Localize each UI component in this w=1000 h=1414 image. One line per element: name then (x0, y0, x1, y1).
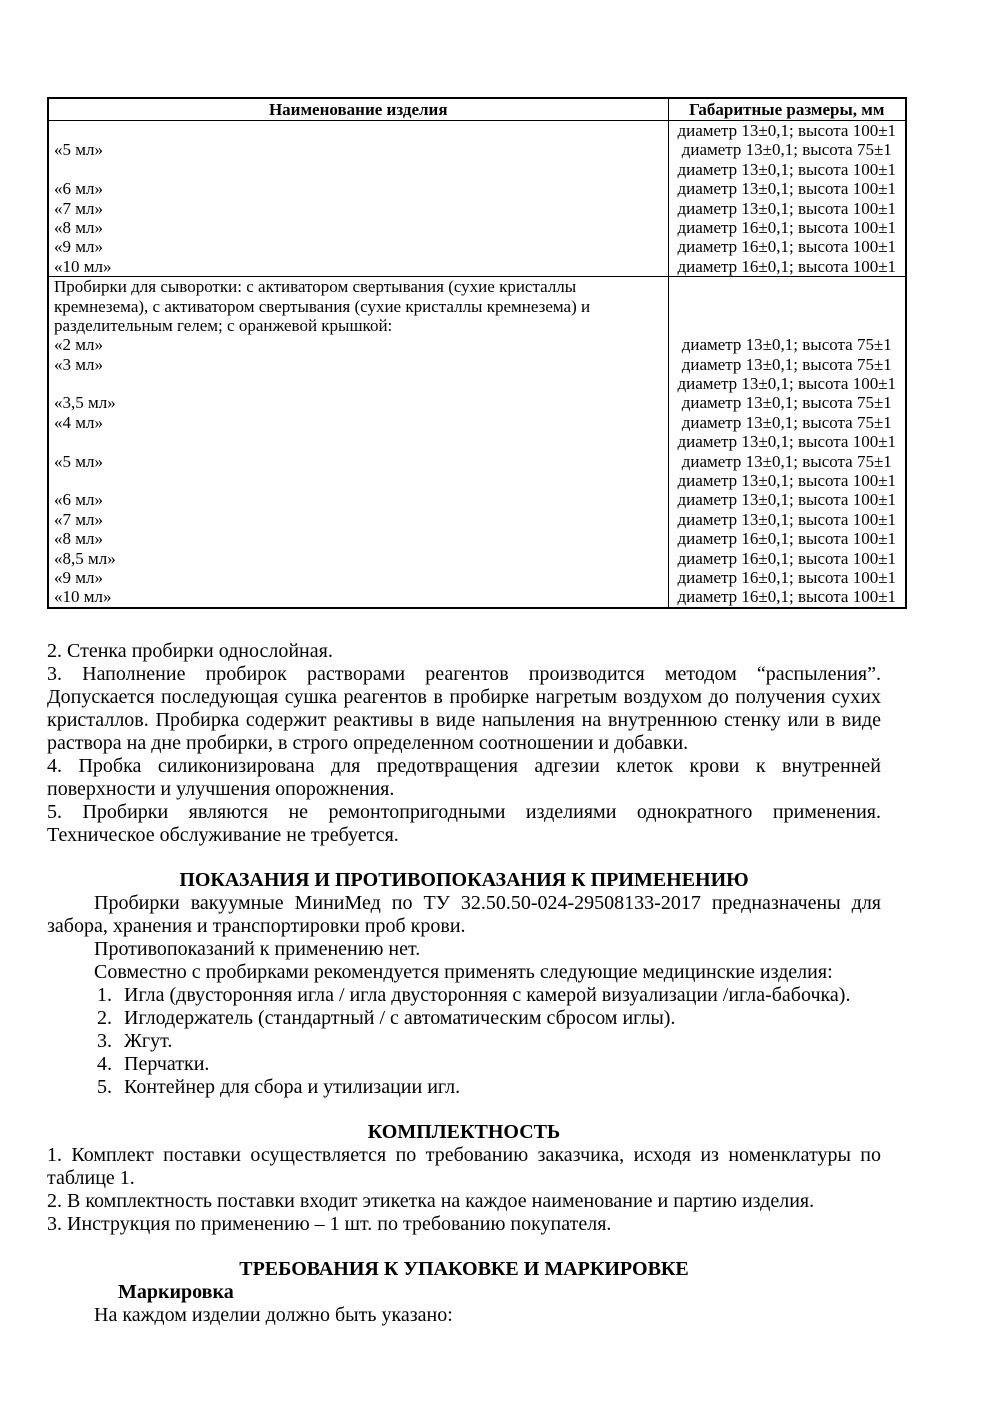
product-name-cell (48, 277, 668, 608)
dimension-line: диаметр 13±0,1; высота 75±1 (681, 412, 892, 432)
column-header-dimensions: Габаритные размеры, мм (668, 98, 906, 121)
product-table (47, 97, 907, 609)
completeness-item: 1. Комплект поставки осуществляется по требованию заказчика, исходя из номенклатуры по таблице 1. (47, 1143, 881, 1189)
list-item-text: Перчатки. (124, 1052, 210, 1075)
completeness-item: 2. В комплектность поставки входит этикетка на каждое наименование и партию изделия. (47, 1189, 815, 1212)
product-table-body (48, 121, 906, 608)
dimension-line: диаметр 13±0,1; высота 100±1 (677, 159, 897, 179)
dimension-line: диаметр 13±0,1; высота 100±1 (677, 432, 897, 452)
list-item-number: 3. (97, 1029, 112, 1052)
product-name-line: «10 мл» (54, 587, 112, 607)
completeness-item: 3. Инструкция по применению – 1 шт. по требованию покупателя. (47, 1212, 612, 1235)
dimension-line: диаметр 13±0,1; высота 100±1 (677, 374, 897, 394)
dimension-line: диаметр 13±0,1; высота 75±1 (681, 354, 892, 374)
dimension-line: диаметр 13±0,1; высота 75±1 (681, 451, 892, 471)
table-section-row (48, 277, 906, 608)
dimension-line: диаметр 16±0,1; высота 100±1 (677, 587, 897, 607)
product-name-line: «6 мл» (54, 490, 103, 510)
column-header-product-name: Наименование изделия (48, 98, 668, 121)
product-name-line (54, 374, 664, 393)
property-paragraph: 4. Пробка силиконизирована для предотвращения адгезии клеток крови к внутренней поверхности и улучшения опорожнения. (47, 754, 881, 800)
indications-paragraph: Совместно с пробирками рекомендуется применять следующие медицинские изделия: (94, 960, 833, 983)
dimension-line: диаметр 13±0,1; высота 75±1 (681, 140, 892, 160)
properties-section (47, 640, 953, 847)
product-group-description: Пробирки для сыворотки: с активатором свертывания (сухие кристаллы кремнезема), с активатором свертывания (сухие кристаллы кремнезема) и разделительным гелем; с оранжевой крышкой: (54, 277, 591, 335)
product-name-line: «2 мл» (54, 335, 103, 355)
list-item (47, 1007, 881, 1030)
list-item (47, 1030, 881, 1053)
packaging-subtitle: Маркировка (118, 1280, 234, 1303)
list-item-number: 2. (97, 1006, 112, 1029)
dimension-line: диаметр 16±0,1; высота 100±1 (677, 217, 897, 237)
property-paragraph: 2. Стенка пробирки однослойная. (47, 639, 333, 662)
dimension-line: диаметр 13±0,1; высота 100±1 (677, 198, 897, 218)
dimension-line: диаметр 16±0,1; высота 100±1 (677, 529, 897, 549)
list-item-number: 4. (97, 1052, 112, 1075)
product-name-line: «8,5 мл» (54, 548, 116, 568)
product-name-line (54, 160, 664, 179)
product-name-line: «8 мл» (54, 529, 103, 549)
dimension-line: диаметр 16±0,1; высота 100±1 (677, 237, 897, 257)
product-name-line: «3,5 мл» (54, 393, 116, 413)
dimension-line: диаметр 16±0,1; высота 100±1 (677, 568, 897, 587)
dimension-line: диаметр 13±0,1; высота 100±1 (677, 509, 897, 529)
section-title-completeness: КОМПЛЕКТНОСТЬ (367, 1120, 561, 1143)
product-name-line (54, 121, 664, 140)
dimensions-cell (668, 121, 906, 277)
product-name-line: «5 мл» (54, 140, 103, 160)
product-name-line: «9 мл» (54, 568, 103, 587)
list-item-text: Игла (двусторонняя игла / игла двусторонняя с камерой визуализации /игла-бабочка). (124, 983, 851, 1006)
dimension-line: диаметр 13±0,1; высота 100±1 (677, 179, 897, 199)
list-item-text: Контейнер для сбора и утилизации игл. (124, 1075, 461, 1098)
dimension-line: диаметр 13±0,1; высота 75±1 (681, 335, 892, 355)
dimension-line: диаметр 16±0,1; высота 100±1 (677, 256, 897, 276)
product-name-line: «8 мл» (54, 217, 103, 237)
product-name-line (54, 432, 664, 451)
dimension-line: диаметр 13±0,1; высота 100±1 (677, 471, 897, 491)
product-name-line: «5 мл» (54, 451, 103, 471)
property-paragraph: 3. Наполнение пробирок растворами реагентов производится методом “распыления”. Допускается последующая сушка реагентов в пробирке нагретым воздухом до получения сухих кристаллов. Пробирка содержит реактивы в виде напыления на внутреннюю стенку или в виде раствора на дне пробирки, в строго определенном соотношении и добавки. (47, 662, 881, 754)
product-name-line: «7 мл» (54, 509, 103, 529)
list-item-text: Иглодержатель (стандартный / с автоматическим сбросом иглы). (124, 1006, 676, 1029)
product-name-line (54, 471, 664, 490)
section-title-packaging: ТРЕБОВАНИЯ К УПАКОВКЕ И МАРКИРОВКЕ (239, 1257, 689, 1280)
dimension-spacer (671, 277, 904, 335)
dimension-line: диаметр 13±0,1; высота 75±1 (681, 393, 892, 413)
product-name-cell (48, 121, 668, 277)
list-item (47, 1053, 881, 1076)
section-title-indications: ПОКАЗАНИЯ И ПРОТИВОПОКАЗАНИЯ К ПРИМЕНЕНИЮ (179, 868, 749, 891)
list-item (47, 984, 881, 1007)
product-name-line: «10 мл» (54, 256, 112, 276)
packaging-intro: На каждом изделии должно быть указано: (94, 1303, 453, 1326)
table-section-row (48, 121, 906, 277)
list-item-number: 1. (97, 983, 112, 1006)
indications-paragraph: Пробирки вакуумные МиниМед по ТУ 32.50.50-024-29508133-2017 предназначены для забора, хранения и транспортировки проб крови. (47, 891, 881, 937)
table-header-row (48, 98, 906, 121)
product-name-line: «7 мл» (54, 198, 103, 218)
dimension-line: диаметр 13±0,1; высота 100±1 (677, 121, 897, 140)
list-item (47, 1076, 881, 1099)
indications-paragraph: Противопоказаний к применению нет. (94, 937, 421, 960)
product-name-line: «6 мл» (54, 179, 103, 199)
list-item-text: Жгут. (124, 1029, 173, 1052)
product-name-line: «3 мл» (54, 354, 103, 374)
product-name-line: «9 мл» (54, 237, 103, 257)
dimension-line: диаметр 16±0,1; высота 100±1 (677, 548, 897, 568)
dimensions-cell (668, 277, 906, 608)
list-item-number: 5. (97, 1075, 112, 1098)
recommended-devices-list (47, 984, 881, 1099)
property-paragraph: 5. Пробирки являются не ремонтопригодными изделиями однократного применения. Техническое обслуживание не требуется. (47, 800, 881, 846)
dimension-line: диаметр 13±0,1; высота 100±1 (677, 490, 897, 510)
product-name-line: «4 мл» (54, 412, 103, 432)
